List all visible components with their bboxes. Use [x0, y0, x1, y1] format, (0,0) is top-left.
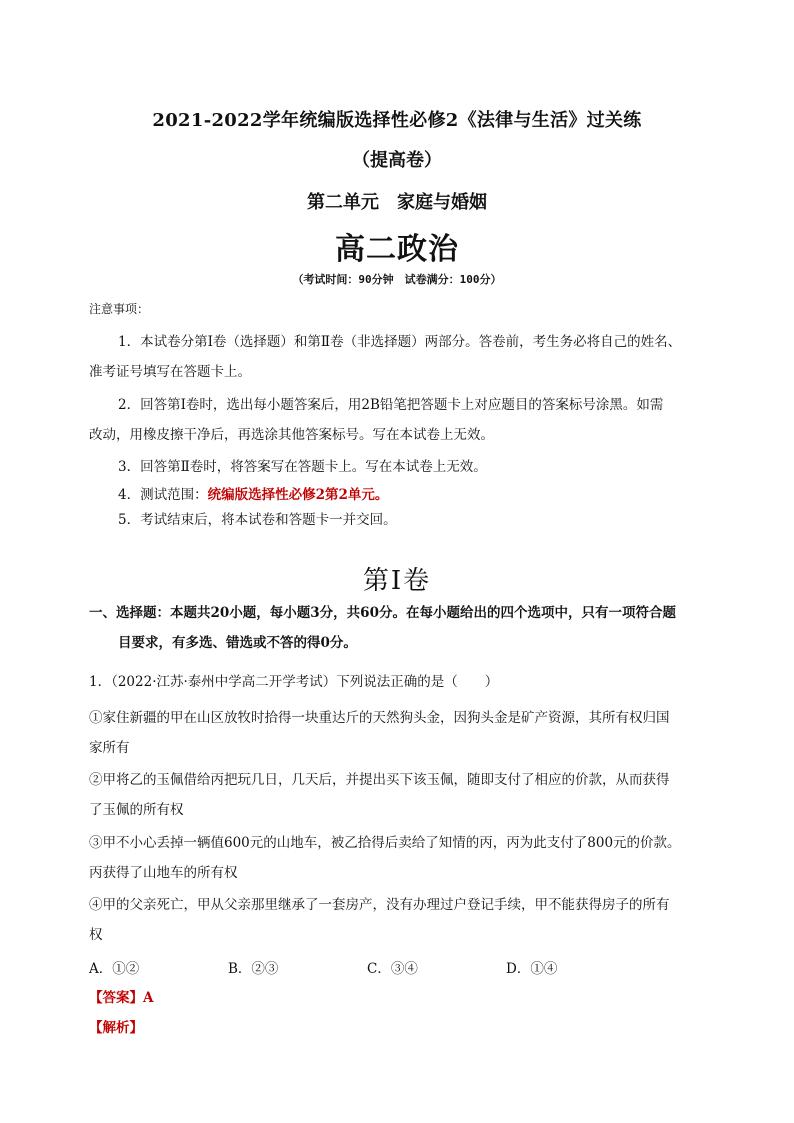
option-b: B．②③	[228, 961, 279, 977]
statement-3-cont: 丙获得了山地车的所有权	[89, 865, 238, 881]
statement-4-cont: 权	[89, 927, 103, 943]
statement-3: ③甲不小心丢掉一辆值600元的山地车，被乙拾得后卖给了知情的丙，丙为此支付了800元的价款。	[89, 835, 681, 851]
notice-item-1: 1．本试卷分第Ⅰ卷（选择题）和第Ⅱ卷（非选择题）两部分。答卷前，考生务必将自己的姓名、	[118, 334, 682, 350]
exam-info: （考试时间：90分钟 试卷满分：100分）	[292, 273, 502, 286]
notice-item-2-cont: 改动，用橡皮擦干净后，再选涂其他答案标号。写在本试卷上无效。	[89, 427, 494, 443]
section-instructions-cont: 目要求，有多选、错选或不答的得0分。	[118, 635, 357, 651]
subject-title: 高二政治	[335, 232, 459, 267]
answer-label: 【答案】A	[89, 990, 154, 1006]
section-instructions: 一、选择题：本题共20小题，每小题3分，共60分。在每小题给出的四个选项中，只有一项符合题	[89, 605, 676, 621]
statement-1: ①家住新疆的甲在山区放牧时拾得一块重达斤的天然狗头金，因狗头金是矿产资源，其所有权归国	[89, 710, 670, 726]
question-stem: 1．（2022·江苏·泰州中学高二开学考试）下列说法正确的是（ ）	[89, 674, 499, 690]
option-a: A．①②	[89, 961, 140, 977]
unit-title: 第二单元 家庭与婚姻	[307, 192, 487, 213]
statement-2: ②甲将乙的玉佩借给丙把玩几日，几天后，并提出买下该玉佩，随即支付了相应的价款，从而获得	[89, 772, 670, 788]
document-subtitle: （提高卷）	[352, 150, 442, 171]
analysis-label: 【解析】	[89, 1020, 143, 1036]
test-scope: 统编版选择性必修2第2单元。	[207, 487, 389, 503]
notice-item-2: 2．回答第Ⅰ卷时，选出每小题答案后，用2B铅笔把答题卡上对应题目的答案标号涂黑。如需	[118, 397, 664, 413]
volume-title: 第Ⅰ卷	[362, 566, 432, 596]
option-d: D．①④	[506, 961, 558, 977]
notice-item-4	[118, 486, 388, 504]
statement-1-cont: 家所有	[89, 740, 130, 756]
statement-2-cont: 了玉佩的所有权	[89, 802, 184, 818]
statement-4: ④甲的父亲死亡，甲从父亲那里继承了一套房产，没有办理过户登记手续，甲不能获得房子的所有	[89, 897, 670, 913]
option-c: C．③④	[367, 961, 418, 977]
notice-item-1-cont: 准考证号填写在答题卡上。	[89, 364, 251, 380]
notice-heading: 注意事项：	[89, 302, 150, 316]
document-title: 2021-2022学年统编版选择性必修2《法律与生活》过关练	[152, 110, 642, 131]
notice-item-3: 3．回答第Ⅱ卷时，将答案写在答题卡上。写在本试卷上无效。	[118, 459, 487, 475]
notice-item-4-prefix: 4．测试范围：	[118, 487, 208, 503]
notice-item-5: 5．考试结束后，将本试卷和答题卡一并交回。	[118, 512, 397, 528]
